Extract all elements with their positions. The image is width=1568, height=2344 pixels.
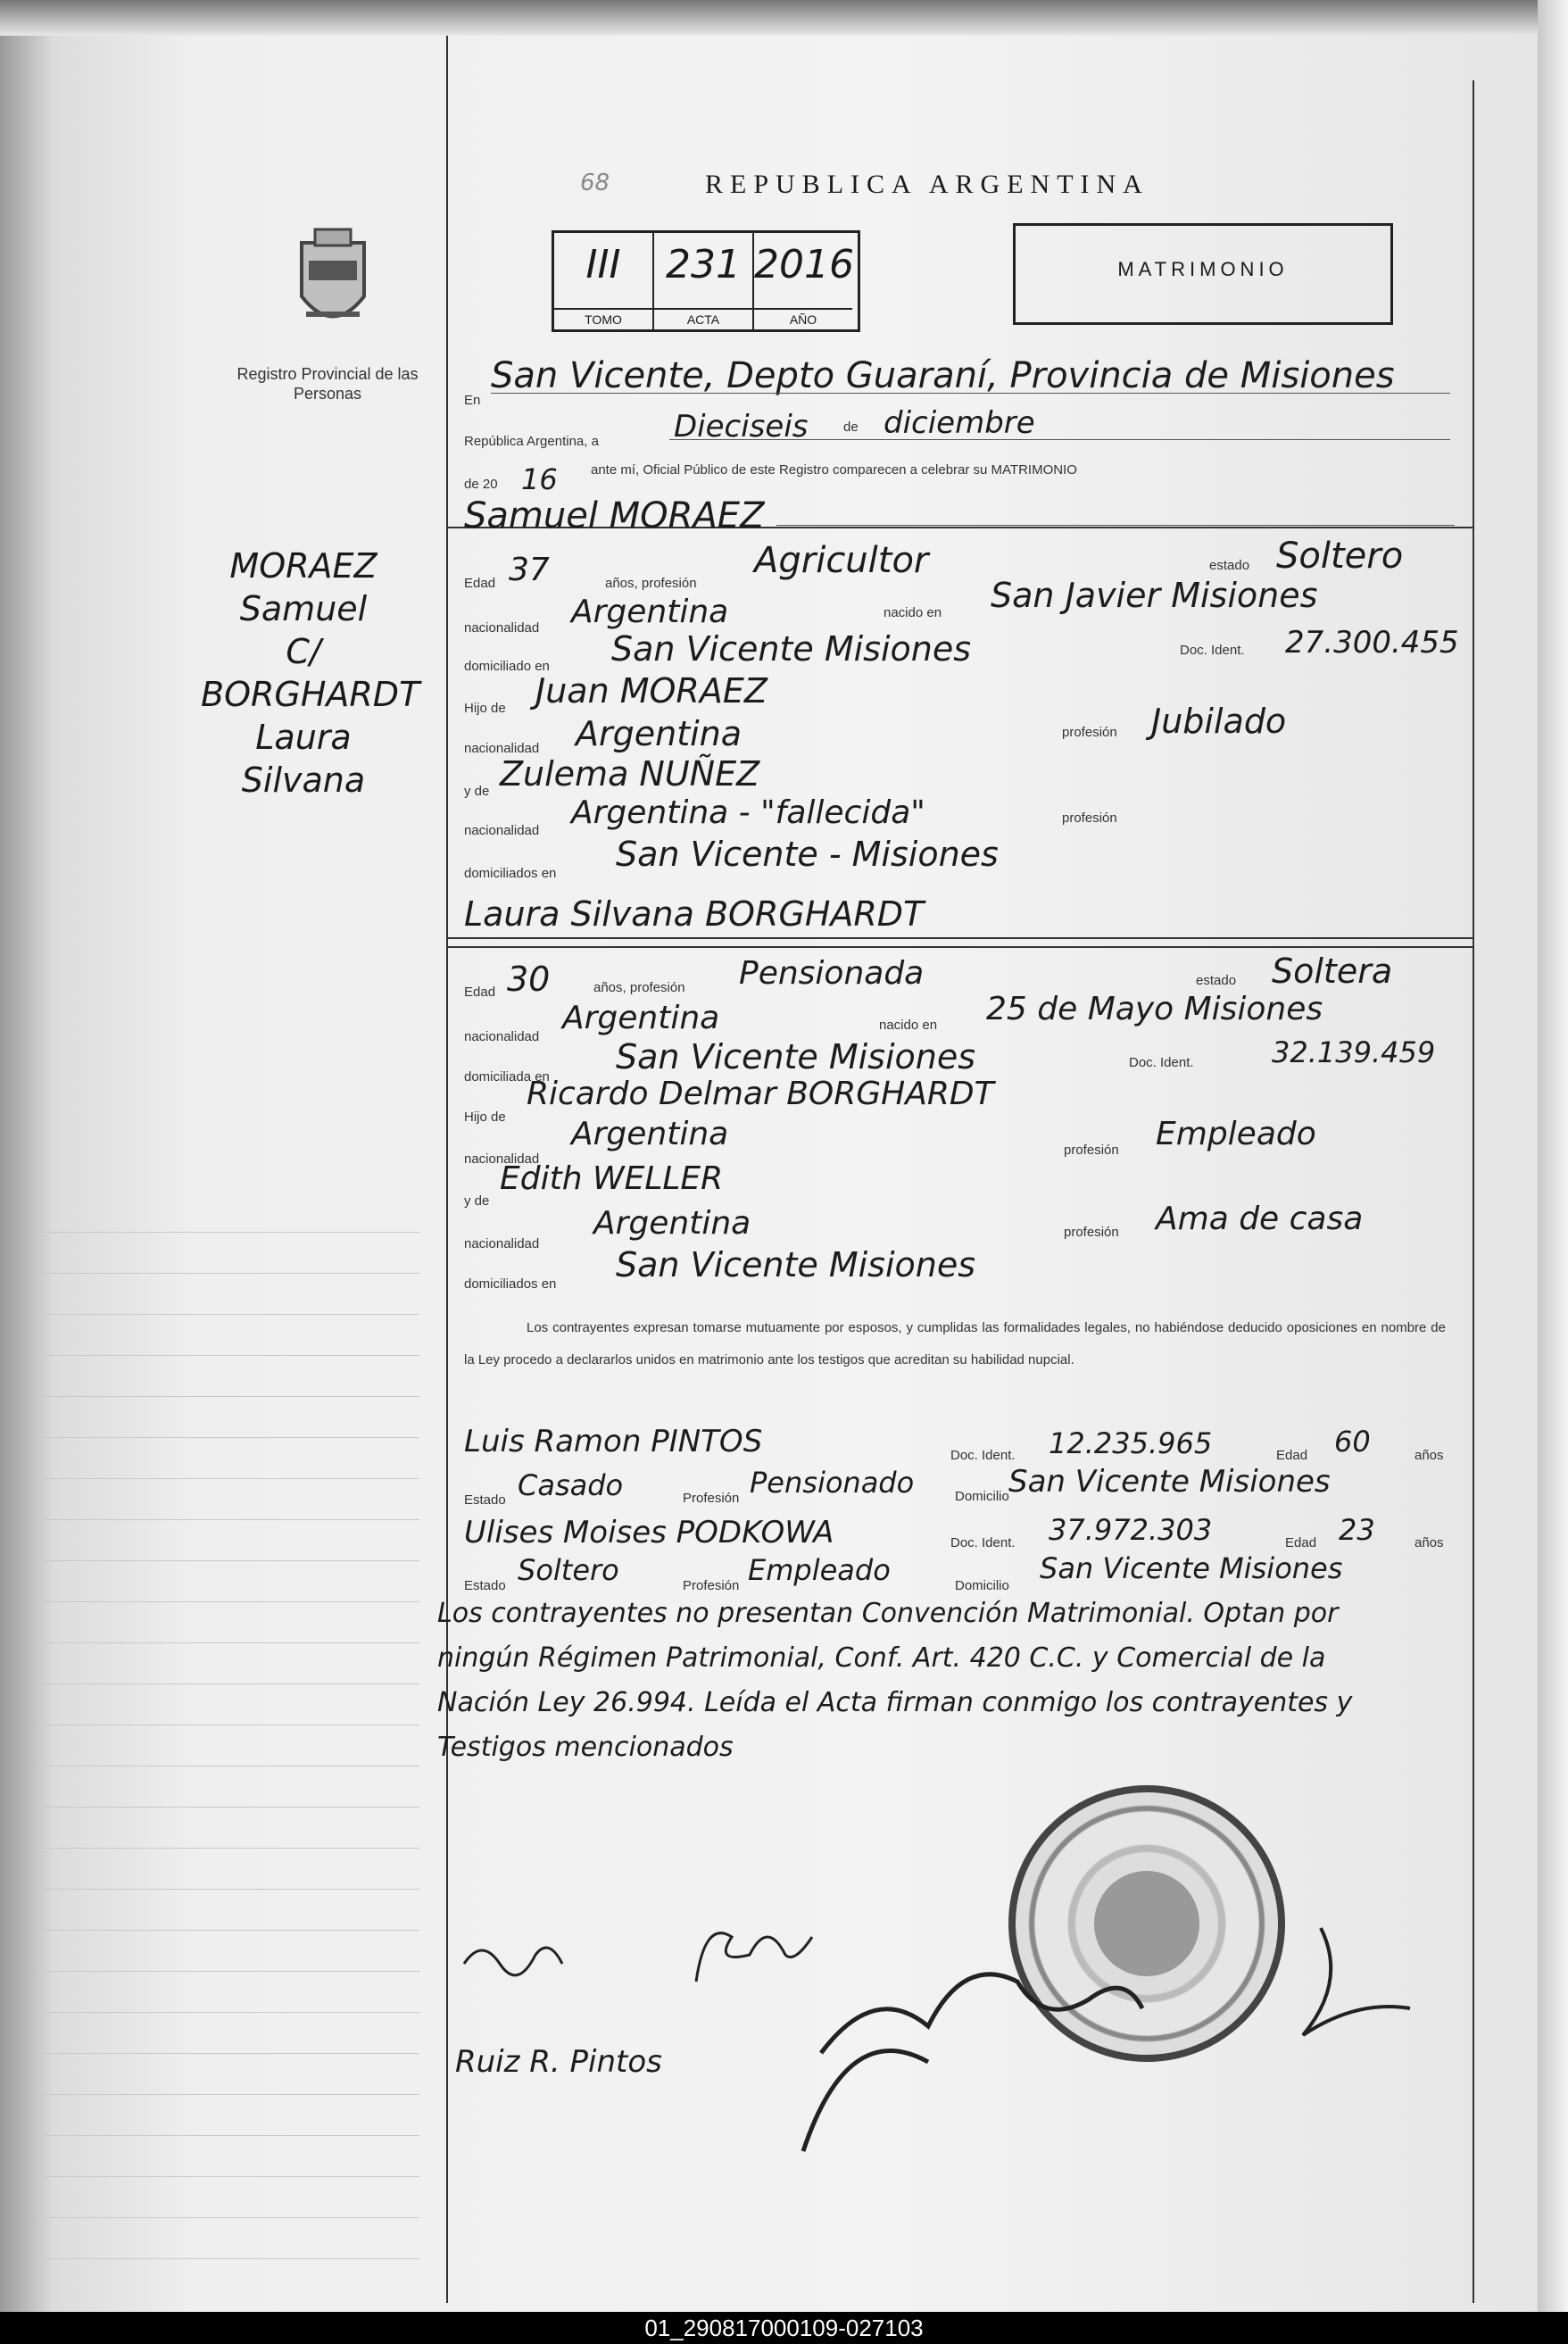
- label-anios-profesion: años, profesión: [605, 576, 697, 591]
- groom-mother: Zulema NUÑEZ: [500, 754, 760, 794]
- groom-born-in: San Javier Misiones: [991, 576, 1318, 615]
- witness1-name: Luis Ramon PINTOS: [464, 1424, 763, 1459]
- witness1-profession: Pensionado: [750, 1466, 915, 1500]
- label-doc: Doc. Ident.: [1129, 1055, 1194, 1070]
- label-doc: Doc. Ident.: [950, 1448, 1016, 1463]
- label-y-de: y de: [464, 784, 490, 799]
- label-y-de: y de: [464, 1193, 490, 1209]
- ruled-line: [36, 1642, 419, 1643]
- right-margin-line: [1473, 80, 1474, 2303]
- label-nacionalidad: nacionalidad: [464, 823, 540, 838]
- label-domicilio: Domicilio: [955, 1489, 1009, 1504]
- margin-name: Samuel: [239, 589, 368, 628]
- groom-father: Juan MORAEZ: [535, 671, 767, 711]
- witness-signature-name: Ruiz R. Pintos: [455, 2044, 662, 2080]
- bride-age: 30: [507, 960, 551, 999]
- label-domiciliado: domiciliado en: [464, 659, 550, 674]
- groom-father-nationality: Argentina: [576, 714, 743, 753]
- label-hijo-de: Hijo de: [464, 1110, 506, 1125]
- ruled-line: [36, 1889, 419, 1890]
- ruled-line: [36, 1560, 419, 1561]
- groom-name: Samuel MORAEZ: [464, 495, 765, 536]
- groom-father-profession: Jubilado: [1151, 702, 1287, 741]
- bride-father-nationality: Argentina: [571, 1116, 729, 1152]
- month: diciembre: [884, 405, 1035, 441]
- label-edad: Edad: [1285, 1535, 1317, 1550]
- label-de: de: [843, 420, 859, 435]
- label-estado: estado: [1209, 558, 1250, 573]
- bride-nationality: Argentina: [562, 1000, 720, 1036]
- groom-nationality: Argentina: [571, 594, 729, 630]
- ruled-line: [36, 1848, 419, 1849]
- margin-name: BORGHARDT: [201, 675, 420, 714]
- bride-mother-nationality: Argentina: [593, 1205, 751, 1242]
- bride-profession: Pensionada: [739, 955, 925, 992]
- label-profesion: profesión: [1062, 810, 1117, 826]
- label-profesion: Profesión: [683, 1578, 740, 1593]
- label-anios: años: [1415, 1535, 1444, 1550]
- label-nacionalidad: nacionalidad: [464, 1236, 540, 1251]
- label-edad: Edad: [1276, 1448, 1308, 1463]
- country-title: REPUBLICA ARGENTINA: [705, 170, 1149, 199]
- bride-mother: Edith WELLER: [500, 1160, 724, 1197]
- declaration-text: Los contrayentes expresan tomarse mutuamente por esposos, y cumplidas las formalidades legales, no habiéndose deducido oposiciones en nombre de la Ley procedo a declararlos unidos en matrimonio ante los testigos que acreditan su habilidad nupcial.: [464, 1320, 1446, 1367]
- bride-born-in: 25 de Mayo Misiones: [986, 991, 1323, 1027]
- ruled-line: [36, 1601, 419, 1602]
- margin-names: [201, 544, 420, 802]
- witness1-estado: Casado: [518, 1468, 624, 1502]
- label-nacido-en: nacido en: [884, 605, 942, 620]
- label-nacionalidad: nacionalidad: [464, 741, 540, 756]
- label-estado: estado: [1196, 973, 1237, 988]
- underline: [776, 525, 1455, 526]
- witness2-age: 23: [1339, 1513, 1375, 1547]
- margin-name: Laura: [255, 718, 352, 757]
- label-republica: República Argentina, a: [464, 434, 599, 449]
- label-year: de 20: [464, 477, 498, 492]
- groom-parents-domicile: San Vicente - Misiones: [616, 835, 999, 874]
- ruled-line: [36, 1930, 419, 1931]
- groom-profession: Agricultor: [754, 540, 929, 581]
- witness1-domicile: San Vicente Misiones: [1008, 1464, 1331, 1500]
- label-edad: Edad: [464, 985, 496, 1000]
- groom-doc: 27.300.455: [1285, 625, 1459, 661]
- label-edad: Edad: [464, 576, 496, 591]
- ruled-line: [36, 2258, 419, 2259]
- label-domicilio: Domicilio: [955, 1578, 1009, 1593]
- label-nacionalidad: nacionalidad: [464, 620, 540, 636]
- underline: [491, 393, 1450, 394]
- acta-cell: [654, 233, 754, 329]
- groom-age: 37: [509, 552, 550, 588]
- label-anios: años: [1415, 1448, 1444, 1463]
- anio-value: 2016: [754, 242, 854, 287]
- bride-name: Laura Silvana BORGHARDT: [464, 894, 925, 934]
- label-profesion: profesión: [1062, 725, 1117, 740]
- bride-father-profession: Empleado: [1156, 1116, 1316, 1152]
- ruled-line: [36, 1232, 419, 1233]
- groom-mother-nationality: Argentina - "fallecida": [571, 794, 925, 831]
- label-nacido-en: nacido en: [879, 1018, 938, 1033]
- label-profesion: profesión: [1064, 1143, 1119, 1158]
- label-doc: Doc. Ident.: [950, 1535, 1016, 1550]
- note-line: Los contrayentes no presentan Convención Matrimonial. Optan por: [437, 1598, 1339, 1629]
- witness2-doc: 37.972.303: [1049, 1513, 1213, 1547]
- label-doc: Doc. Ident.: [1180, 643, 1245, 658]
- bride-parents-domicile: San Vicente Misiones: [616, 1245, 976, 1284]
- page-edge: [1538, 0, 1568, 2312]
- anio-cell: [754, 233, 856, 329]
- bride-father: Ricardo Delmar BORGHARDT: [527, 1076, 994, 1112]
- image-id-footer: 01_290817000109-027103: [0, 2312, 1568, 2344]
- anio-label: AÑO: [754, 308, 852, 329]
- day: Dieciseis: [674, 409, 809, 445]
- witness1-age: 60: [1334, 1425, 1371, 1459]
- tomo-value: III: [585, 242, 621, 287]
- label-en: En: [464, 393, 481, 408]
- ruled-line: [36, 1437, 419, 1438]
- bride-separator-2: [446, 946, 1473, 948]
- bride-domicile: San Vicente Misiones: [616, 1037, 976, 1076]
- ruled-line: [36, 2094, 419, 2095]
- label-domiciliada: domiciliada en: [464, 1069, 550, 1085]
- underline: [669, 439, 1450, 440]
- witness2-name: Ulises Moises PODKOWA: [464, 1515, 834, 1550]
- label-ante-mi: ante mí, Oficial Público de este Registro comparecen a celebrar su MATRIMONIO: [591, 462, 1077, 478]
- label-anios-profesion: años, profesión: [593, 980, 685, 995]
- registry-name: Registro Provincial de las Personas: [236, 365, 419, 403]
- groom-estado: Soltero: [1276, 536, 1404, 577]
- tomo-label: TOMO: [554, 308, 652, 329]
- ruled-line: [36, 2217, 419, 2218]
- ruled-line: [36, 1314, 419, 1315]
- ruled-line: [36, 2053, 419, 2054]
- place: San Vicente, Depto Guaraní, Provincia de Misiones: [491, 355, 1395, 396]
- margin-name: C/: [286, 632, 321, 671]
- registry-logo-icon: [284, 225, 382, 341]
- tomo-cell: [554, 233, 654, 329]
- label-nacionalidad: nacionalidad: [464, 1151, 540, 1167]
- act-type: MATRIMONIO: [1117, 258, 1289, 280]
- label-estado: Estado: [464, 1492, 506, 1508]
- label-domiciliados: domiciliados en: [464, 866, 557, 881]
- label-profesion: Profesión: [683, 1491, 740, 1506]
- ruled-line: [36, 1396, 419, 1397]
- label-nacionalidad: nacionalidad: [464, 1029, 540, 1044]
- bride-separator-1: [446, 937, 1473, 939]
- scan-shadow: [0, 0, 1568, 36]
- act-type-box: [1013, 223, 1393, 325]
- label-hijo-de: Hijo de: [464, 701, 506, 716]
- witness2-domicile: San Vicente Misiones: [1040, 1551, 1343, 1585]
- acta-label: ACTA: [654, 308, 752, 329]
- witness1-doc: 12.235.965: [1049, 1426, 1213, 1460]
- bride-estado: Soltera: [1272, 952, 1393, 991]
- ruled-line: [36, 1807, 419, 1808]
- year-suffix: 16: [521, 462, 558, 496]
- margin-name: MORAEZ: [229, 546, 377, 586]
- record-number-box: [552, 230, 860, 332]
- margin-name: Silvana: [241, 761, 366, 800]
- label-domiciliados: domiciliados en: [464, 1276, 557, 1292]
- ruled-line: [36, 2012, 419, 2013]
- acta-value: 231: [666, 242, 741, 287]
- margin-note: 68: [580, 170, 610, 196]
- witness2-estado: Soltero: [518, 1553, 619, 1587]
- groom-domicile: San Vicente Misiones: [611, 629, 972, 669]
- label-estado: Estado: [464, 1578, 506, 1593]
- ruled-line: [36, 1971, 419, 1972]
- ruled-line: [36, 1355, 419, 1356]
- bride-doc: 32.139.459: [1272, 1035, 1436, 1069]
- ruled-line: [36, 1273, 419, 1274]
- ruled-line: [36, 1519, 419, 1520]
- label-profesion: profesión: [1064, 1225, 1119, 1240]
- ruled-line: [36, 2135, 419, 2136]
- note-line: Nación Ley 26.994. Leída el Acta firman conmigo los contrayentes y: [437, 1687, 1353, 1718]
- note-line: Testigos mencionados: [437, 1732, 734, 1763]
- bride-mother-profession: Ama de casa: [1156, 1201, 1364, 1237]
- ruled-line: [36, 2176, 419, 2177]
- ruled-line: [36, 1683, 419, 1684]
- witness2-profession: Empleado: [748, 1553, 891, 1587]
- ruled-line: [36, 1478, 419, 1479]
- note-line: ningún Régimen Patrimonial, Conf. Art. 420 C.C. y Comercial de la: [437, 1642, 1326, 1674]
